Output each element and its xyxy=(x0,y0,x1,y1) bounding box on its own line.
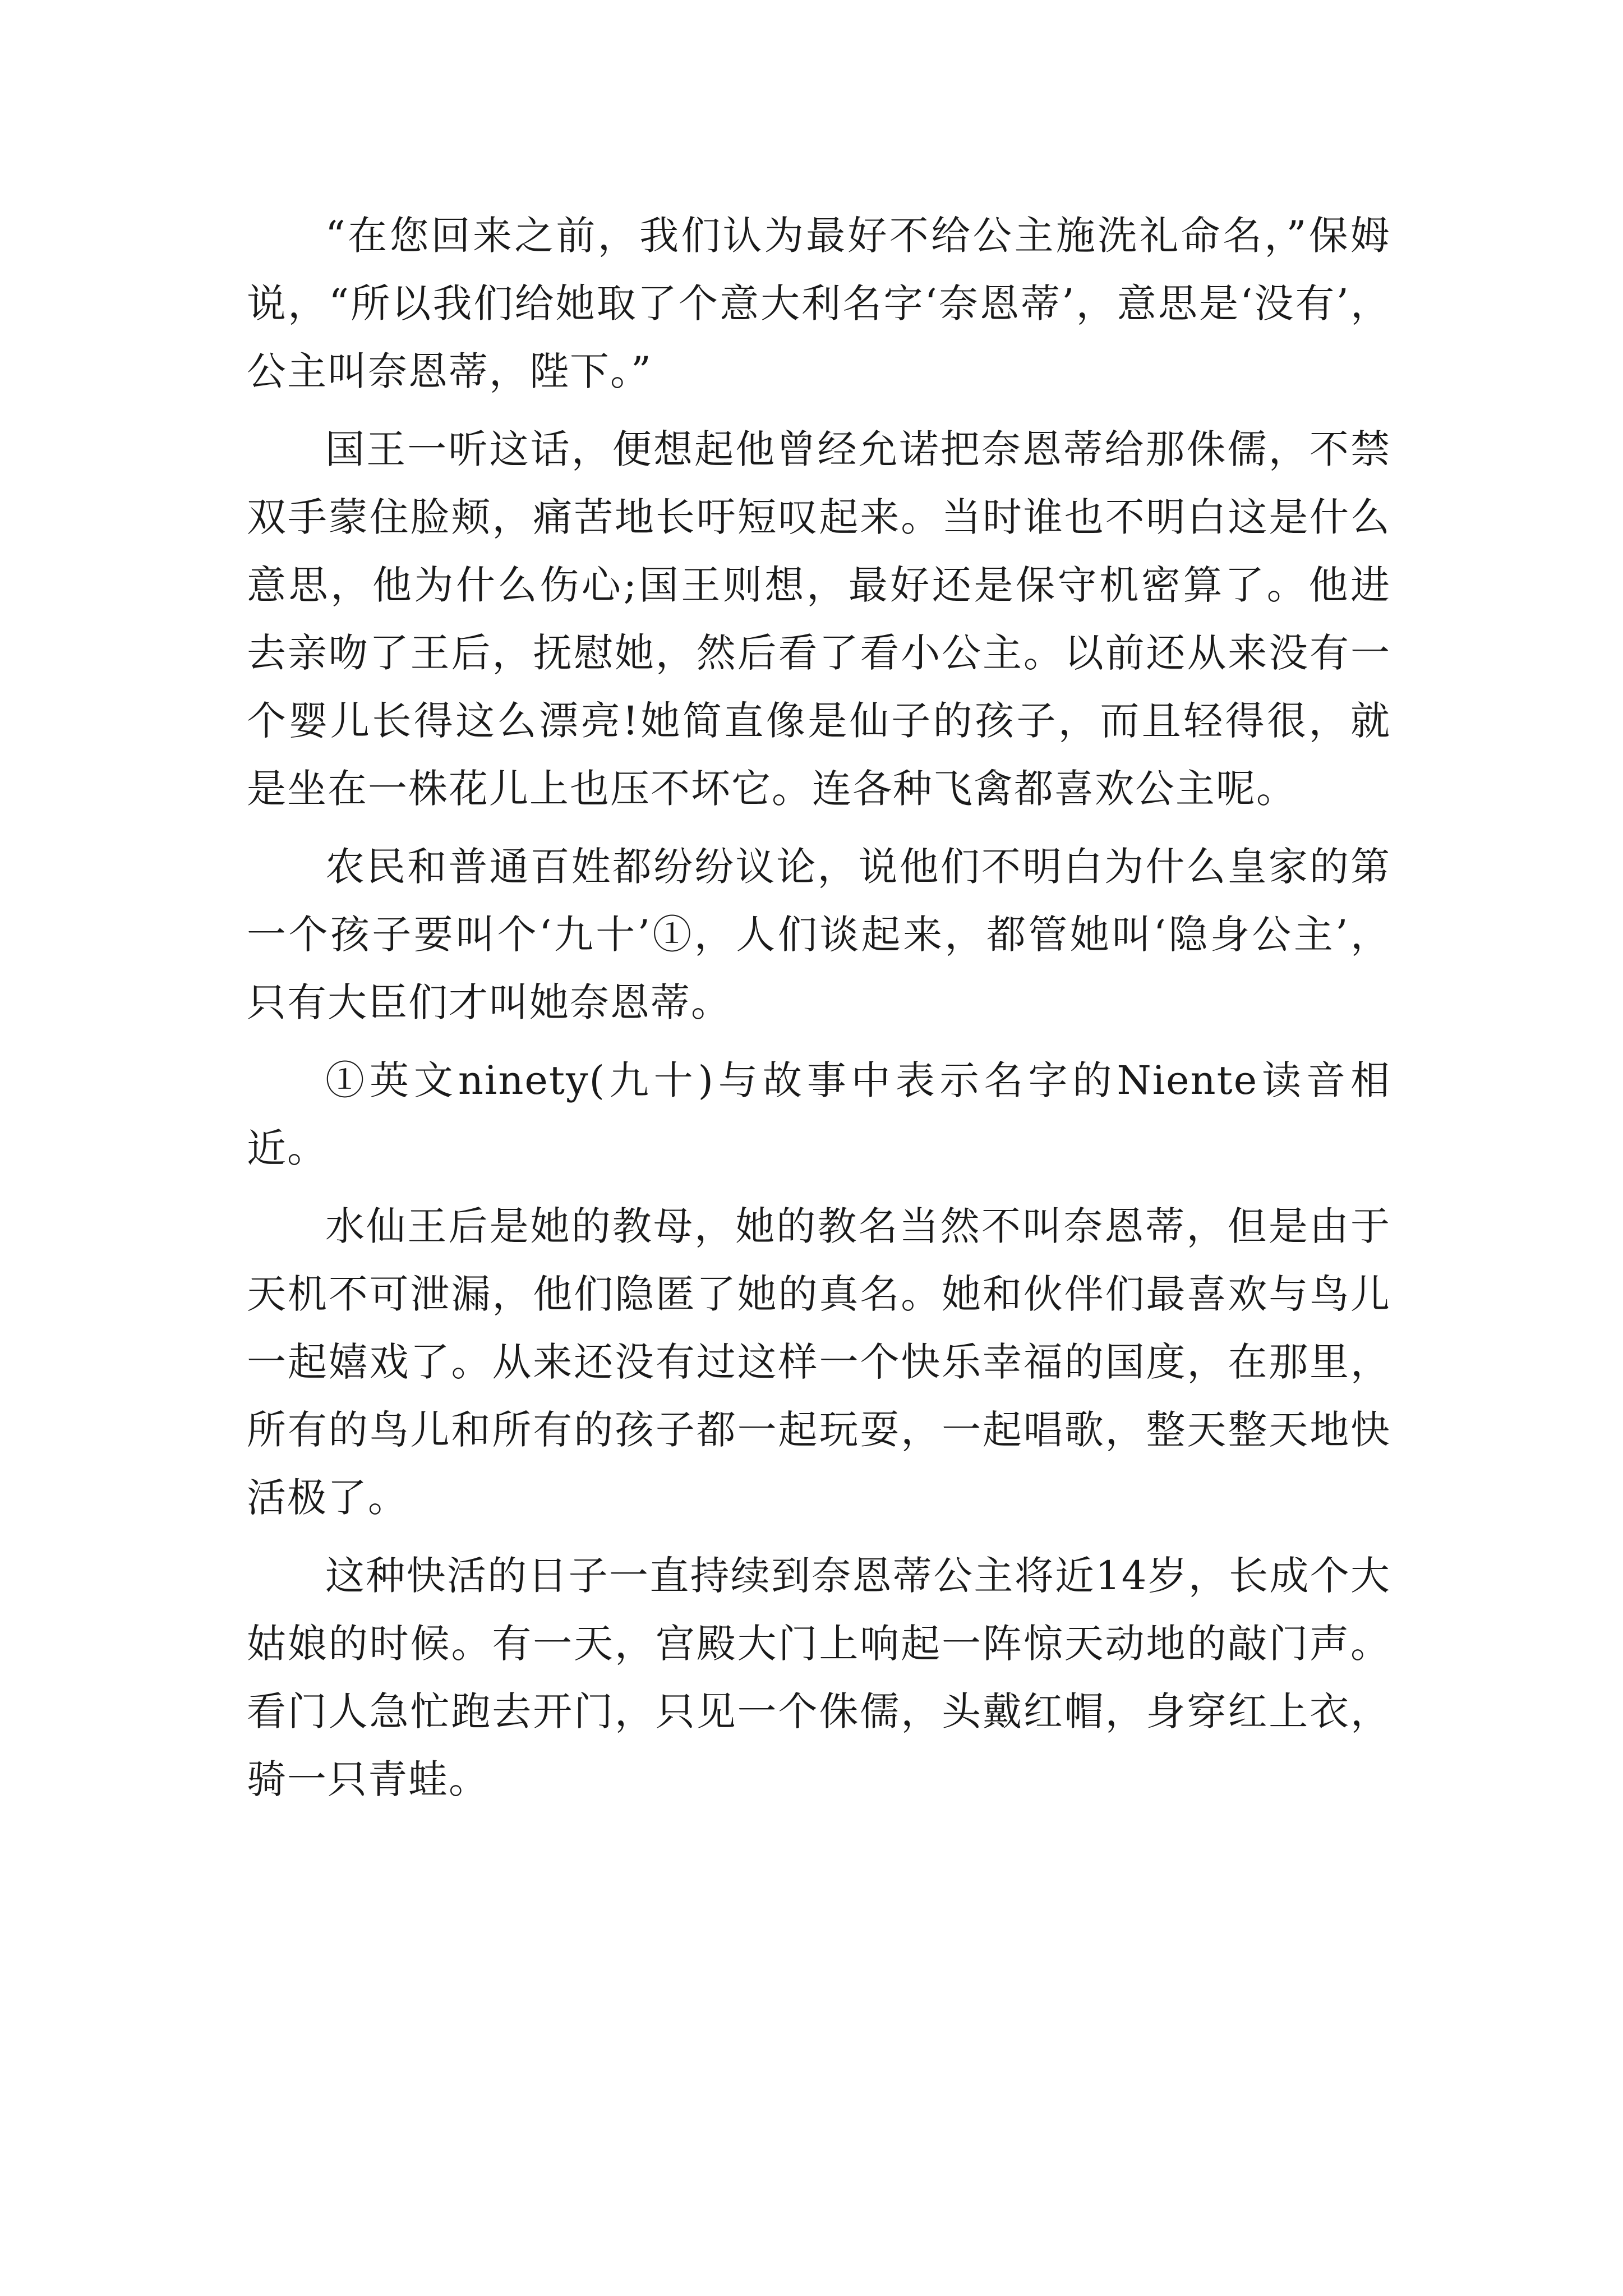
story-text xyxy=(247,202,1391,1824)
paragraph-5: 这种快活的日子一直持续到奈恩蒂公主将近14岁，长成个大姑娘的时候。有一天，宫殿大门上响起一阵惊天动地的敲门声。看门人急忙跑去开门，只见一个侏儒，头戴红帽，身穿红上衣，骑一只青蛙。 xyxy=(247,1553,1391,1802)
paragraph-2: 国王一听这话，便想起他曾经允诺把奈恩蒂给那侏儒，不禁双手蒙住脸颊，痛苦地长吁短叹起来。当时谁也不明白这是什么意思，他为什么伤心;国王则想，最好还是保守机密算了。他进去亲吻了王后，抚慰她，然后看了看小公主。以前还从来没有一个婴儿长得这么漂亮!她简直像是仙子的孩子，而且轻得很，就是坐在一株花儿上也压不坏它。连各种飞禽都喜欢公主呢。 xyxy=(247,426,1391,812)
footnote: ①英文ninety(九十)与故事中表示名字的Niente读音相近。 xyxy=(247,1057,1391,1171)
paragraph-3: 农民和普通百姓都纷纷议论，说他们不明白为什么皇家的第一个孩子要叫个‘九十’①，人们谈起来，都管她叫‘隐身公主’，只有大臣们才叫她奈恩蒂。 xyxy=(247,844,1391,1025)
paragraph-4: 水仙王后是她的教母，她的教名当然不叫奈恩蒂，但是由于天机不可泄漏，他们隐匿了她的真名。她和伙伴们最喜欢与鸟儿一起嬉戏了。从来还没有过这样一个快乐幸福的国度，在那里，所有的鸟儿和所有的孩子都一起玩耍，一起唱歌，整天整天地快活极了。 xyxy=(247,1203,1391,1521)
paragraph-1: “在您回来之前，我们认为最好不给公主施洗礼命名，”保姆说，“所以我们给她取了个意大利名字‘奈恩蒂’，意思是‘没有’，公主叫奈恩蒂，陛下。” xyxy=(247,213,1391,394)
